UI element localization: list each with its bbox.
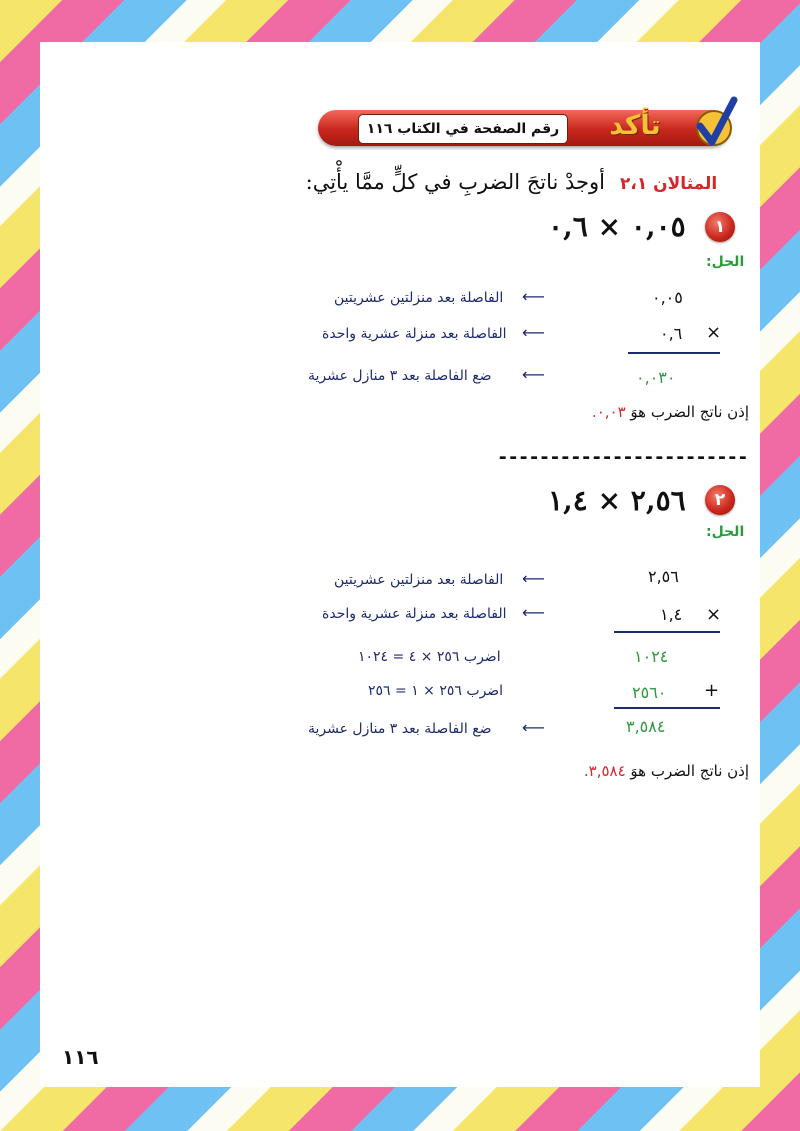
ex2-result-value: ٣,٥٨٤. [583,762,626,780]
ex2-note-5: ضع الفاصلة بعد ٣ منازل عشرية [308,721,492,737]
ex2-result [540,762,749,780]
ex2-partial-1: ١٠٢٤ [634,647,669,666]
banner-title: تأكد [609,110,661,141]
arrow-icon: ⟵ [522,323,545,342]
ex1-product-rule [628,352,720,354]
ex2-note-1: الفاصلة بعد منزلتين عشريتين [334,572,504,588]
arrow-icon: ⟵ [522,569,545,588]
check-mark-icon [692,96,738,152]
ex1-product: ٠,٠٣٠ [636,368,676,387]
example-2-problem: ٢,٥٦ × ١,٤ [548,484,686,517]
ex2-note-4: اضرب ٢٥٦ × ١ = ٢٥٦ [368,683,504,699]
multiply-operator: × [706,604,722,625]
plus-operator: + [704,680,720,701]
book-page-label: رقم الصفحة في الكتاب ١١٦ [358,114,568,144]
ex2-note-2: الفاصلة بعد منزلة عشرية واحدة [322,606,507,622]
ex2-partial-2: ٢٥٦٠ [632,683,667,702]
ex2-product: ٣,٥٨٤ [626,717,666,736]
ex1-result-value: ٠,٠٣. [591,403,626,421]
example-2-badge: ٢ [705,485,735,515]
ex1-multiplicand: ٠,٠٥ [652,288,683,307]
ex1-note-1: الفاصلة بعد منزلتين عشريتين [334,290,504,306]
arrow-icon: ⟵ [522,287,545,306]
ex2-partial-rule [614,631,720,633]
arrow-icon: ⟵ [522,718,545,737]
page-number: ١١٦ [62,1045,99,1069]
ex2-note-3: اضرب ٢٥٦ × ٤ = ١٠٢٤ [358,649,501,665]
ex2-multiplier: ١,٤ [660,605,683,624]
arrow-icon: ⟵ [522,603,545,622]
multiply-operator: × [706,322,722,343]
ex1-multiplier: ٠,٦ [660,324,683,343]
page-sheet [40,42,760,1087]
ex1-note-2: الفاصلة بعد منزلة عشرية واحدة [322,326,507,342]
ex2-result-text: إذن ناتج الضرب هوَ [630,762,749,780]
instruction-text: أوجدْ ناتجَ الضربِ في كلٍّ ممَّا يأْتِي: [305,170,605,194]
example-2-solution-label: الحل: [706,524,745,540]
example-1-solution-label: الحل: [706,254,745,270]
example-1-badge: ١ [705,212,735,242]
ex1-result [565,403,749,421]
arrow-icon: ⟵ [522,365,545,384]
ex1-result-text: إذن ناتج الضرب هوَ [630,403,749,421]
examples-reference: المثالان ٢،١ [620,174,718,194]
ex2-multiplicand: ٢,٥٦ [648,567,679,586]
example-1-problem: ٠,٠٥ × ٠,٦ [548,210,686,243]
ex1-note-3: ضع الفاصلة بعد ٣ منازل عشرية [308,368,492,384]
ex2-sum-rule [614,707,720,709]
section-divider: ------------------------ [497,446,748,468]
